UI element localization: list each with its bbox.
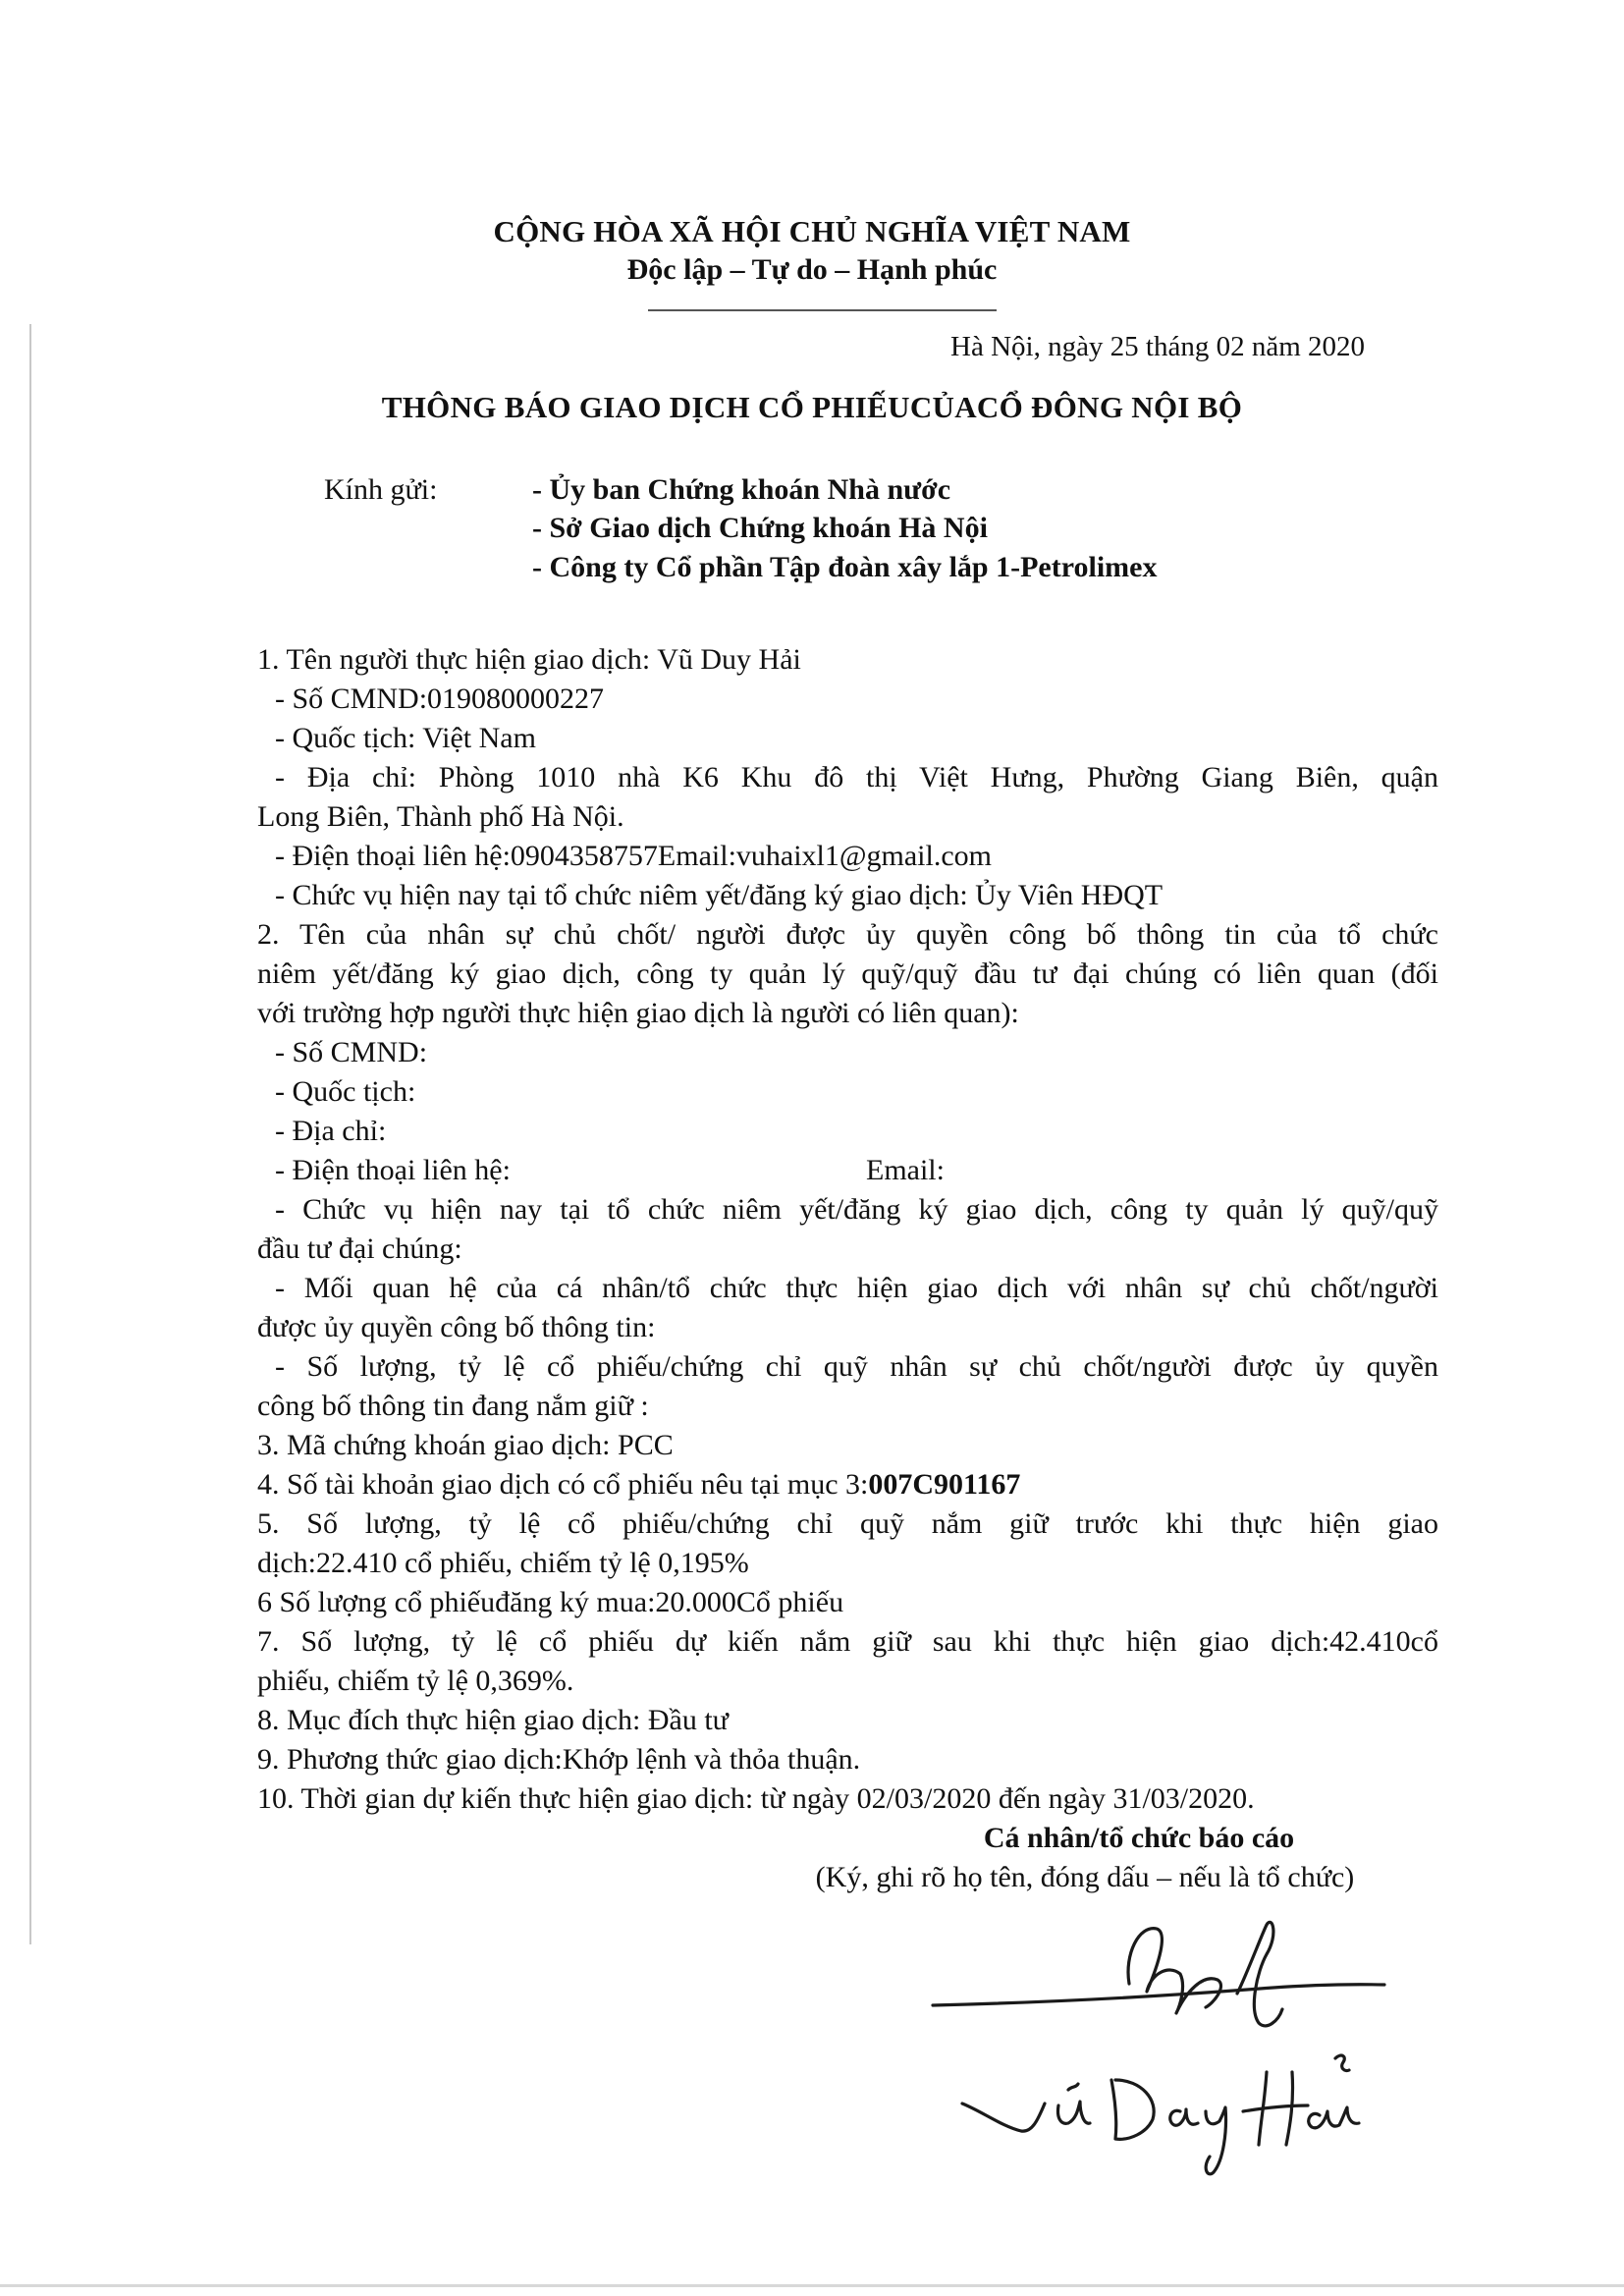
line-10-period: 10. Thời gian dự kiến thực hiện giao dịch: từ ngày 02/03/2020 đến ngày 31/03/2020. bbox=[257, 1782, 1255, 1815]
line-2-related-person: 2. Tên của nhân sự chủ chốt/ người được ủy quyền công bố thông tin của tổ chức bbox=[257, 918, 1438, 951]
line-relationship-cont: được ủy quyền công bố thông tin: bbox=[257, 1311, 656, 1343]
line-9-method: 9. Phương thức giao dịch:Khớp lệnh và thỏa thuận. bbox=[257, 1743, 861, 1776]
line-address: - Địa chỉ: Phòng 1010 nhà K6 Khu đô thị Việt Hưng, Phường Giang Biên, quận bbox=[275, 761, 1438, 793]
recipients-label: Kính gửi: bbox=[324, 473, 438, 506]
account-number: 007C901167 bbox=[868, 1468, 1021, 1501]
line-related-holding-cont: công bố thông tin đang nắm giữ : bbox=[257, 1390, 649, 1422]
line-related-address: - Địa chỉ: bbox=[275, 1115, 387, 1147]
line-1-trader-name: 1. Tên người thực hiện giao dịch: Vũ Duy Hải bbox=[257, 643, 801, 676]
signature-title: Cá nhân/tổ chức báo cáo bbox=[983, 1822, 1295, 1854]
line-related-phone: - Điện thoại liên hệ: bbox=[275, 1154, 511, 1186]
line-5-holding-before: 5. Số lượng, tỷ lệ cổ phiếu/chứng chỉ quỹ nắm giữ trước khi thực hiện giao bbox=[257, 1507, 1438, 1540]
line-6-register-buy: 6 Số lượng cổ phiếuđăng ký mua:20.000Cổ phiếu bbox=[257, 1586, 844, 1618]
line-7-holding-after-cont: phiếu, chiếm tỷ lệ 0,369%. bbox=[257, 1665, 574, 1697]
recipient-3: - Công ty Cổ phần Tập đoàn xây lắp 1-Petrolimex bbox=[532, 551, 1158, 583]
line-address-cont: Long Biên, Thành phố Hà Nội. bbox=[257, 800, 624, 833]
line-2-cont-b: với trường hợp người thực hiện giao dịch là người có liên quan): bbox=[257, 997, 1019, 1029]
scan-edge-bottom bbox=[0, 2284, 1624, 2287]
recipient-1: - Ủy ban Chứng khoán Nhà nước bbox=[532, 473, 951, 506]
document-title: THÔNG BÁO GIAO DỊCH CỔ PHIẾUCỦACỔ ĐÔNG NỘI BỘ bbox=[381, 390, 1243, 424]
line-id-number: - Số CMND:019080000227 bbox=[275, 683, 605, 715]
recipient-2: - Sở Giao dịch Chứng khoán Hà Nội bbox=[532, 512, 988, 544]
line-2-cont-a: niêm yết/đăng ký giao dịch, công ty quản lý quỹ/quỹ đầu tư đại chúng có liên quan (đối bbox=[257, 957, 1438, 990]
line-3-ticker: 3. Mã chứng khoán giao dịch: PCC bbox=[257, 1429, 674, 1461]
line-8-purpose: 8. Mục đích thực hiện giao dịch: Đầu tư bbox=[257, 1704, 729, 1736]
line-related-nationality: - Quốc tịch: bbox=[275, 1075, 416, 1108]
line-related-email: Email: bbox=[866, 1154, 945, 1186]
line-5-holding-before-cont: dịch:22.410 cổ phiếu, chiếm tỷ lệ 0,195% bbox=[257, 1547, 749, 1579]
line-related-id: - Số CMND: bbox=[275, 1036, 428, 1068]
line-relationship: - Mối quan hệ của cá nhân/tổ chức thực hiện giao dịch với nhân sự chủ chốt/người bbox=[275, 1272, 1438, 1304]
handwritten-signature bbox=[923, 1915, 1414, 2210]
line-position: - Chức vụ hiện nay tại tổ chức niêm yết/đăng ký giao dịch: Ủy Viên HĐQT bbox=[275, 879, 1164, 911]
line-nationality: - Quốc tịch: Việt Nam bbox=[275, 722, 536, 754]
line-4-account bbox=[257, 1468, 1020, 1502]
motto-underline bbox=[648, 309, 997, 311]
national-title: CỘNG HÒA XÃ HỘI CHỦ NGHĨA VIỆT NAM bbox=[493, 214, 1131, 248]
signature-note: (Ký, ghi rõ họ tên, đóng dấu – nếu là tổ chức) bbox=[815, 1861, 1355, 1893]
line-related-position: - Chức vụ hiện nay tại tổ chức niêm yết/đăng ký giao dịch, công ty quản lý quỹ/quỹ bbox=[275, 1193, 1438, 1226]
date-line: Hà Nội, ngày 25 tháng 02 năm 2020 bbox=[950, 331, 1366, 362]
scan-edge-left bbox=[29, 324, 31, 1944]
line-7-holding-after: 7. Số lượng, tỷ lệ cổ phiếu dự kiến nắm giữ sau khi thực hiện giao dịch:42.410cổ bbox=[257, 1625, 1438, 1658]
national-motto: Độc lập – Tự do – Hạnh phúc bbox=[626, 253, 998, 286]
line-related-holding: - Số lượng, tỷ lệ cổ phiếu/chứng chỉ quỹ nhân sự chủ chốt/người được ủy quyền bbox=[275, 1350, 1438, 1383]
account-label: 4. Số tài khoản giao dịch có cổ phiếu nêu tại mục 3: bbox=[257, 1468, 869, 1501]
line-phone-email: - Điện thoại liên hệ:0904358757Email:vuhaixl1@gmail.com bbox=[275, 840, 992, 872]
line-related-position-cont: đầu tư đại chúng: bbox=[257, 1232, 462, 1265]
